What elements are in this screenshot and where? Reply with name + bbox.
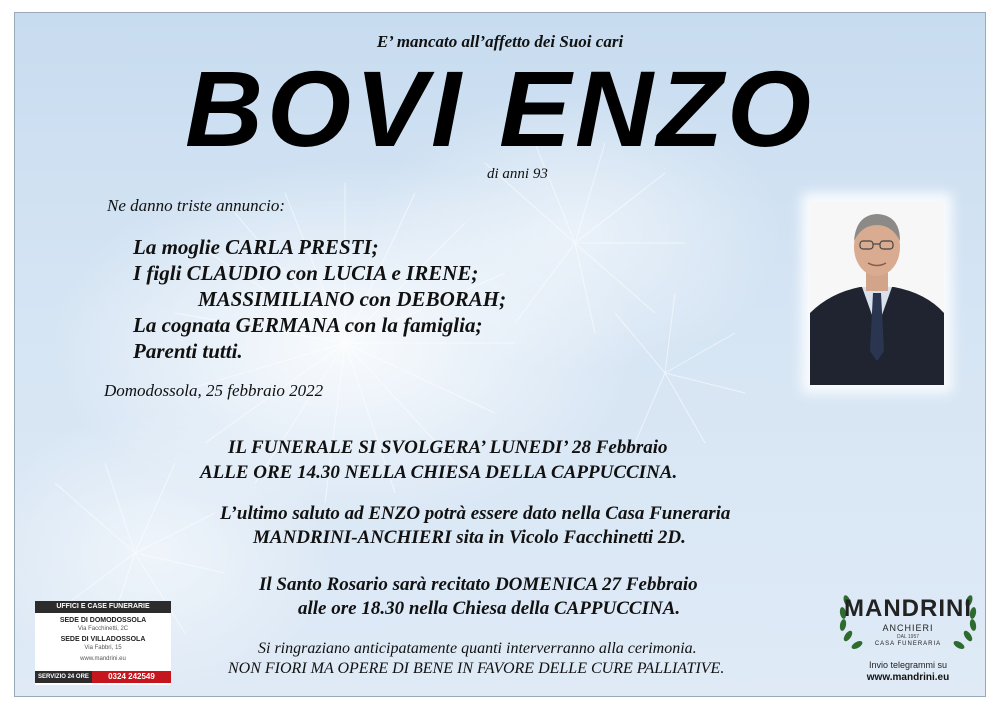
rosary-line: alle ore 18.30 nella Chiesa della CAPPUCCINA. bbox=[298, 598, 681, 619]
funeral-line: IL FUNERALE SI SVOLGERA’ LUNEDI’ 28 Febbraio bbox=[228, 437, 668, 458]
logo-casa: CASA FUNERARIA bbox=[874, 641, 942, 647]
mandrini-logo bbox=[833, 587, 983, 687]
offices-heading: UFFICI E CASE FUNERARIE bbox=[35, 601, 171, 613]
deceased-name: BOVI ENZO bbox=[184, 48, 816, 169]
office-domodossola-address: Via Facchinetti, 2C bbox=[77, 626, 129, 632]
logo-year: DAL 1957 bbox=[896, 634, 920, 640]
website-link[interactable]: www.mandrini.eu bbox=[866, 672, 950, 683]
service-label: SERVIZIO 24 ORE bbox=[35, 671, 92, 683]
intro-text: E’ mancato all’affetto dei Suoi cari bbox=[376, 32, 624, 51]
telegram-text: Invio telegrammi su bbox=[868, 660, 948, 670]
offices-badge bbox=[35, 601, 171, 685]
family-line: I figli CLAUDIO con LUCIA e IRENE; bbox=[133, 261, 479, 285]
logo-brand: MANDRINI bbox=[844, 595, 972, 622]
portrait-photo bbox=[810, 201, 944, 385]
announce-text: Ne danno triste annuncio: bbox=[107, 196, 286, 215]
logo-sub: ANCHIERI bbox=[882, 623, 934, 633]
office-website: www.mandrini.eu bbox=[80, 656, 126, 662]
rosary-line: Il Santo Rosario sarà recitato DOMENICA 27 Febbraio bbox=[259, 574, 698, 595]
family-line: La moglie CARLA PRESTI; bbox=[133, 235, 379, 259]
place-date: Domodossola, 25 febbraio 2022 bbox=[104, 381, 324, 400]
salute-line: L’ultimo saluto ad ENZO potrà essere dato nella Casa Funeraria bbox=[220, 503, 731, 524]
service-phone: 0324 242549 bbox=[92, 671, 171, 683]
family-line: MASSIMILIANO con DEBORAH; bbox=[198, 287, 507, 311]
family-line: Parenti tutti. bbox=[133, 339, 243, 363]
thanks-text: Si ringraziano anticipatamente quanti interverranno alla cerimonia. bbox=[258, 640, 697, 657]
flowers-text: NON FIORI MA OPERE DI BENE IN FAVORE DELLE CURE PALLIATIVE. bbox=[228, 660, 725, 677]
office-villadossola: SEDE DI VILLADOSSOLA bbox=[60, 636, 146, 643]
funeral-line: ALLE ORE 14.30 NELLA CHIESA DELLA CAPPUCCINA. bbox=[200, 462, 678, 483]
office-villadossola-address: Via Fabbri, 15 bbox=[84, 645, 122, 651]
salute-line: MANDRINI-ANCHIERI sita in Vicolo Facchinetti 2D. bbox=[253, 527, 686, 548]
obituary-notice bbox=[14, 12, 986, 697]
office-domodossola: SEDE DI DOMODOSSOLA bbox=[59, 617, 147, 624]
age-text: di anni 93 bbox=[487, 166, 548, 182]
family-line: La cognata GERMANA con la famiglia; bbox=[133, 313, 483, 337]
